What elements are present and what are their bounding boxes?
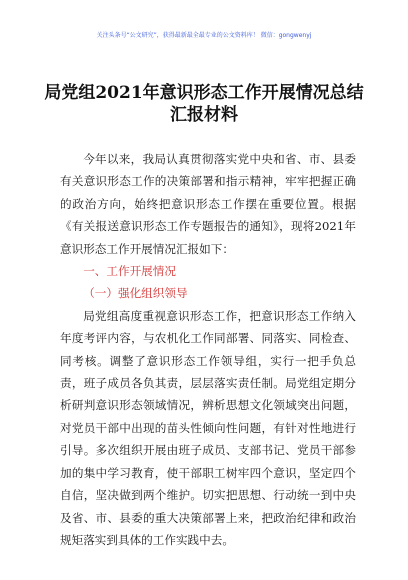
document-body xyxy=(60,148,356,551)
document-title: 局党组2021年意识形态工作开展情况总结汇报材料 xyxy=(44,83,364,125)
section-heading: 一、工作开展情况 xyxy=(83,264,176,279)
subsection-heading: （一）强化组织领导 xyxy=(83,286,188,301)
header-banner: 关注头条号“公文研究”，获得最新最全最专业的公文资料库！ 微信：gongwenyj xyxy=(96,32,312,39)
body-paragraph: 局党组高度重视意识形态工作，把意识形态工作纳入年度考评内容，与农机化工作同部署、同落实、同检查、同考核。调整了意识形态工作领导组，实行一把手负总责，班子成员各负其责，层层落实责任制。局党组定期分析研判意识形态领域情况，辨析思想文化领域突出问题，对党员干部中出现的苗头性倾向性问题，有针对性地进行引导。多次组织开展由班子成员、支部书记、党员干部参加的集中学习教育，使干部职工树牢四个意识，坚定四个自信，坚决做到两个维护。切实把思想、行动统一到中央及省、市、县委的重大决策部署上来，把政治纪律和政治规矩落实到具体的工作实践中去。 xyxy=(60,308,356,547)
intro-paragraph: 今年以来，我局认真贯彻落实党中央和省、市、县委有关意识形态工作的决策部署和指示精神，牢牢把握正确的政治方向，始终把意识形态工作摆在重要位置。根据《有关报送意识形态工作专题报告的通知》，现将2021年意识形态工作开展情况汇报如下： xyxy=(60,152,356,256)
